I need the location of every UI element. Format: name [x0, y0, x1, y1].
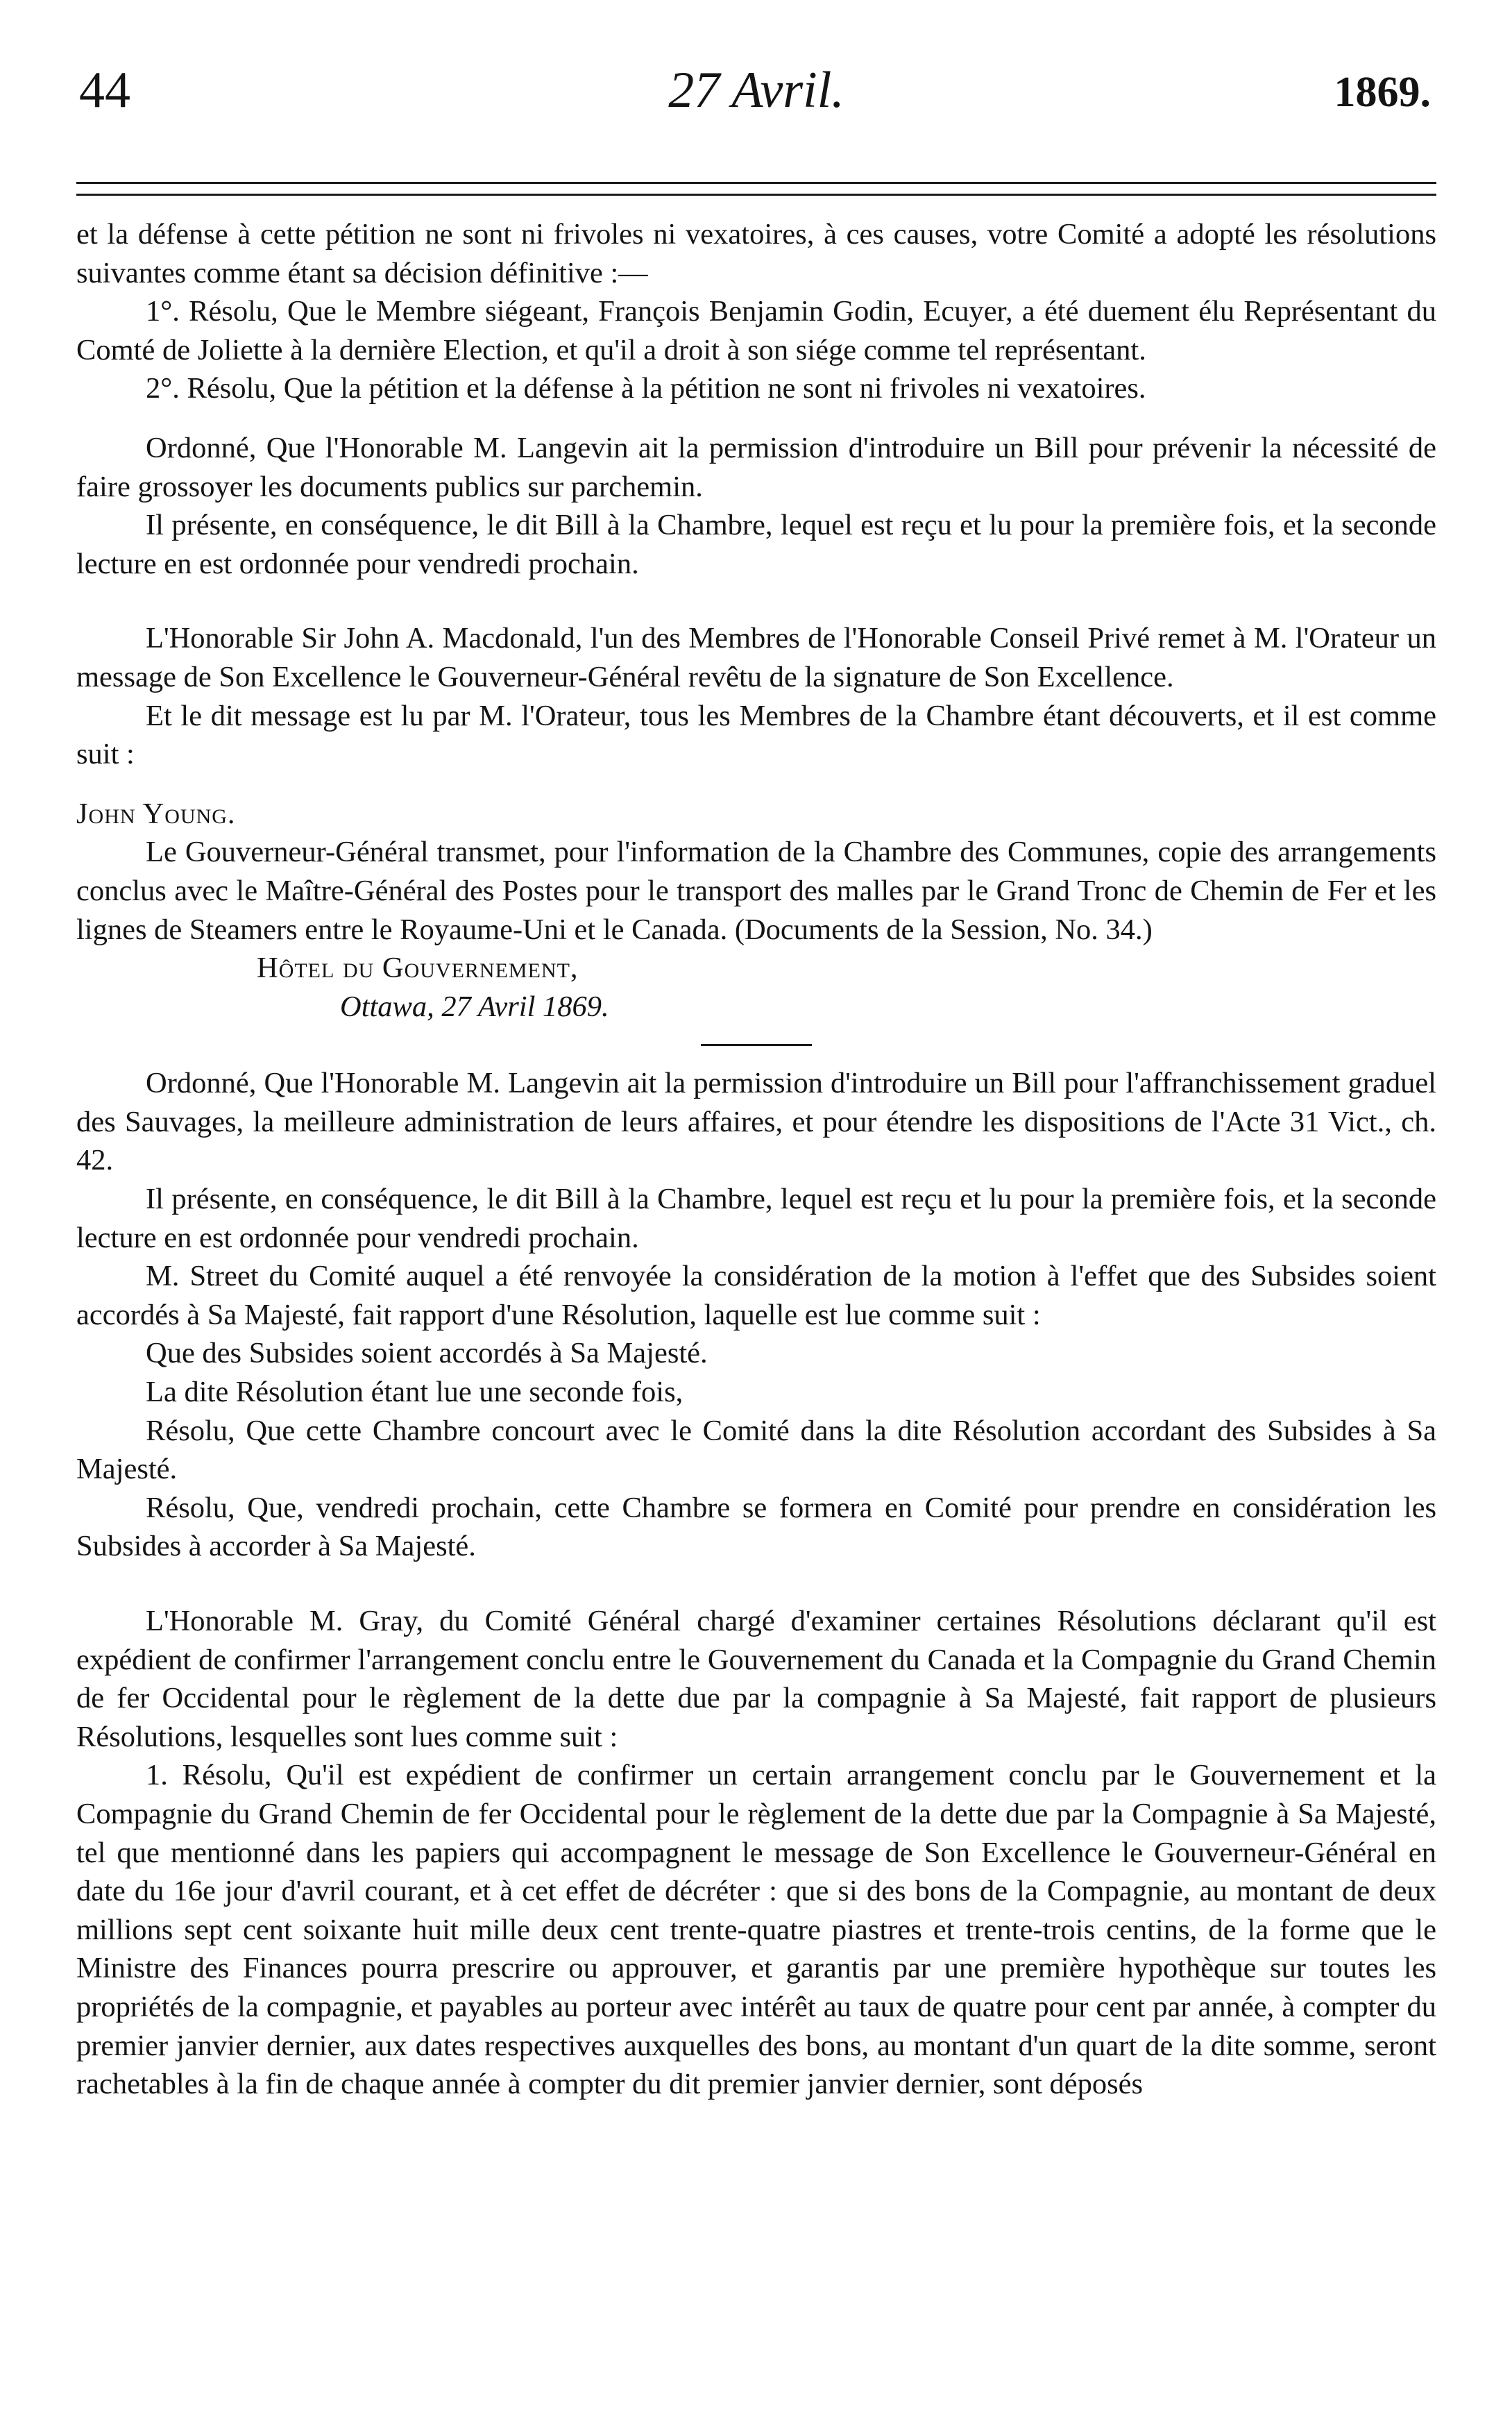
paragraph: Ordonné, Que l'Honorable M. Langevin ait la permission d'introduire un Bill pour prévenir la nécessité de faire grossoyer les documents publics sur parchemin. — [76, 431, 1436, 503]
paragraph: Le Gouverneur-Général transmet, pour l'information de la Chambre des Communes, copie des arrangements conclus avec le Maître-Général des Postes pour le transport des malles par le Grand Tronc de Chemin de Fer et les lignes de Steamers entre le Royaume-Uni et le Canada. (Documents de la Session, No. 34.) — [76, 836, 1436, 946]
signature-date: Ottawa, 27 Avril 1869. — [340, 990, 609, 1023]
page-header — [76, 28, 1436, 146]
paragraph: L'Honorable M. Gray, du Comité Général chargé d'examiner certaines Résolutions déclarant qu'il est expédient de confirmer l'arrangement conclu entre le Gouvernement du Canada et la Compagnie du Grand Chemin de fer Occidental pour le règlement de la dette due par la compagnie à Sa Majesté, fait rapport de plusieurs Résolutions, lesquelles sont lues comme suit : — [76, 1605, 1436, 1753]
paragraph: Et le dit message est lu par M. l'Orateur, tous les Membres de la Chambre étant découverts, et il est comme suit : — [76, 699, 1436, 771]
paragraph: Résolu, Que cette Chambre concourt avec le Comité dans la dite Résolution accordant des Subsides à Sa Majesté. — [76, 1414, 1436, 1486]
paragraph: Il présente, en conséquence, le dit Bill à la Chambre, lequel est reçu et lu pour la première fois, et la seconde lecture en est ordonnée pour vendredi prochain. — [76, 509, 1436, 580]
signature-place: Hôtel du Gouvernement, — [257, 952, 579, 985]
document-page — [76, 28, 1436, 2402]
document-body — [76, 215, 1436, 2104]
header-year: 1869. — [1334, 69, 1431, 116]
page-number: 44 — [79, 62, 130, 119]
paragraph: Que des Subsides soient accordés à Sa Majesté. — [146, 1337, 708, 1370]
paragraph: 2°. Résolu, Que la pétition et la défense à la pétition ne sont ni frivoles ni vexatoires. — [146, 372, 1146, 405]
paragraph: Résolu, Que, vendredi prochain, cette Chambre se formera en Comité pour prendre en considération les Subsides à accorder à Sa Majesté. — [76, 1491, 1436, 1563]
paragraph: La dite Résolution étant lue une seconde fois, — [146, 1376, 683, 1409]
paragraph: 1°. Résolu, Que le Membre siégeant, François Benjamin Godin, Ecuyer, a été duement élu Représentant du Comté de Joliette à la dernière Election, et qu'il a droit à son siége comme tel représentant. — [76, 295, 1436, 366]
paragraph: M. Street du Comité auquel a été renvoyée la considération de la motion à l'effet que des Subsides soient accordés à Sa Majesté, fait rapport d'une Résolution, laquelle est lue comme suit : — [76, 1260, 1436, 1331]
paragraph: Ordonné, Que l'Honorable M. Langevin ait la permission d'introduire un Bill pour l'affranchissement graduel des Sauvages, la meilleure administration de leurs affaires, et pour étendre les dispositions de l'Acte 31 Vict., ch. 42. — [76, 1067, 1436, 1177]
paragraph: L'Honorable Sir John A. Macdonald, l'un des Membres de l'Honorable Conseil Privé remet à M. l'Orateur un message de Son Excellence le Gouverneur-Général revêtu de la signature de Son Excellence. — [76, 622, 1436, 693]
signature-name: John Young. — [76, 797, 236, 830]
header-date: 27 Avril. — [668, 62, 844, 119]
section-divider — [701, 1044, 812, 1046]
paragraph: 1. Résolu, Qu'il est expédient de confirmer un certain arrangement conclu par le Gouvernement et la Compagnie du Grand Chemin de fer Occidental pour le règlement de la dette due par la Compagnie à Sa Majesté, tel que mentionné dans les papiers qui accompagnent le message de Son Excellence le Gouverneur-Général en date du 16e jour d'avril courant, et à cet effet de décréter : que si des bons de la Compagnie, au montant de deux millions sept cent soixante huit mille deux cent trente-quatre piastres et trente-trois centins, de la forme que le Ministre des Finances pourra prescrire ou approuver, et garantis par une première hypothèque sur toutes les propriétés de la compagnie, et payables au porteur avec intérêt au taux de quatre pour cent par année, à compter du premier janvier dernier, aux dates respectives auxquelles des bons, au montant d'un quart de la dite somme, seront rachetables à la fin de chaque année à compter du dit premier janvier dernier, sont déposés — [76, 1759, 1436, 2101]
paragraph: Il présente, en conséquence, le dit Bill à la Chambre, lequel est reçu et lu pour la première fois, et la seconde lecture en est ordonnée pour vendredi prochain. — [76, 1183, 1436, 1254]
paragraph: et la défense à cette pétition ne sont ni frivoles ni vexatoires, à ces causes, votre Comité a adopté les résolutions suivantes comme étant sa décision définitive :— — [76, 218, 1436, 289]
header-double-rule — [76, 182, 1436, 196]
